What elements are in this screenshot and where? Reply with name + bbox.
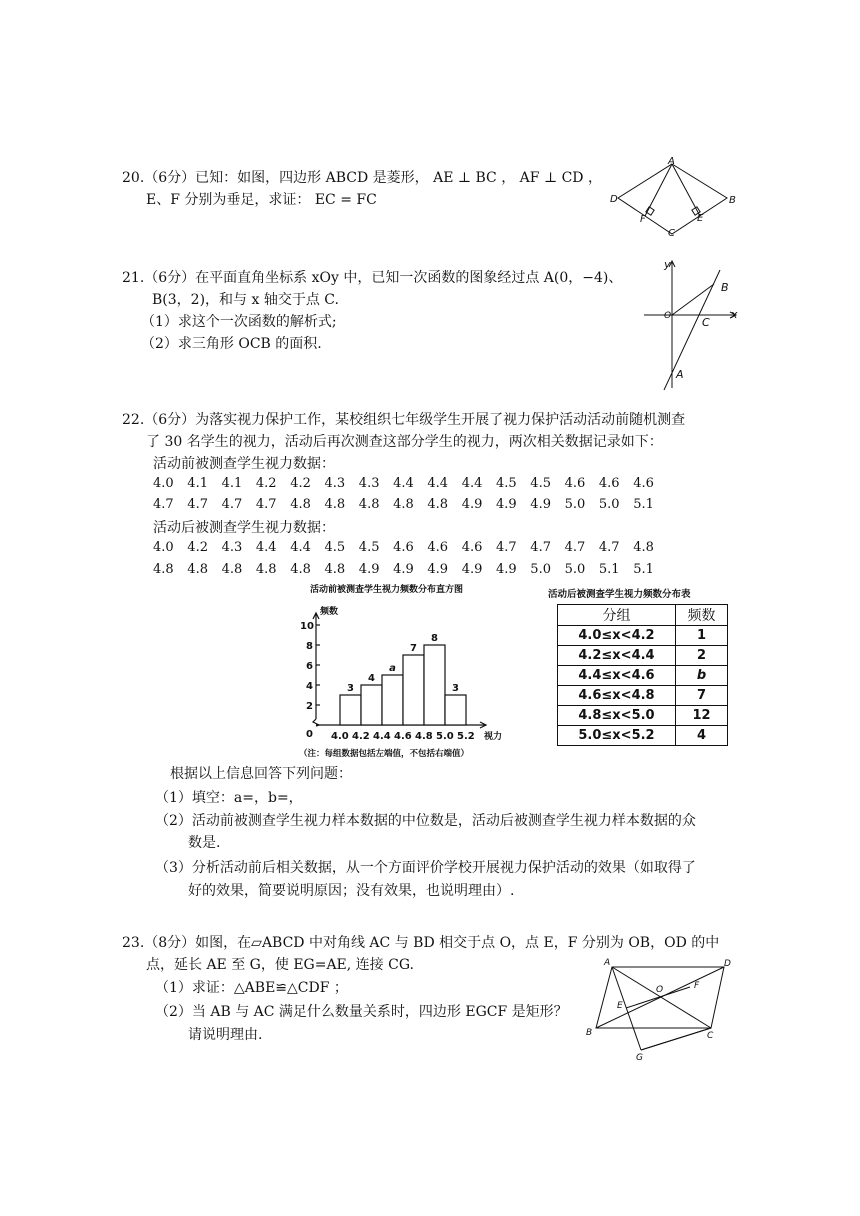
hist-bar: [340, 695, 361, 725]
data-value: 5.0: [564, 497, 586, 512]
data-value: 4.9: [461, 497, 483, 512]
data-value: 4.6: [393, 540, 414, 555]
q21-label-C: C: [702, 316, 710, 329]
data-value: 4.6: [633, 476, 654, 491]
hist-bar: [424, 645, 445, 725]
data-value: 5.1: [598, 562, 620, 577]
freq-group: 5.0≤x<5.2: [558, 726, 676, 746]
y-tick-label: 8: [306, 641, 313, 652]
freq-count: 2: [676, 646, 728, 666]
q22-part3a: （3）分析活动前后相关数据，从一个方面评价学校开展视力保护活动的效果（如取得了: [155, 860, 696, 876]
data-value: 4.3: [324, 476, 346, 491]
q22-part2b: 数是.: [188, 835, 221, 851]
freq-group: 4.4≤x<4.6: [558, 666, 676, 686]
q23-line2: 点，延长 AE 至 G，使 EG=AE, 连接 CG.: [146, 957, 414, 973]
hist-bar-label: 3: [347, 683, 354, 694]
data-value: 4.7: [187, 497, 208, 512]
data-value: 4.6: [598, 476, 620, 491]
data-value: 4.5: [496, 476, 517, 491]
q22-intro: 根据以上信息回答下列问题：: [170, 766, 352, 782]
data-value: 5.0: [530, 562, 551, 577]
data-value: 4.9: [427, 562, 449, 577]
hist-bar: [403, 655, 424, 725]
x-tick-label: 5.2: [457, 731, 475, 742]
table-row: [558, 646, 728, 666]
data-value: 5.0: [564, 562, 586, 577]
freq-table: [557, 604, 728, 746]
freq-group: 4.0≤x<4.2: [558, 626, 676, 646]
q22-part2a: （2）活动前被测查学生视力样本数据的中位数是，活动后被测查学生视力样本数据的众: [155, 813, 696, 829]
data-value: 4.1: [221, 476, 243, 491]
q21-line2: B(3，2)，和与 x 轴交于点 C.: [152, 292, 339, 308]
data-value: 4.8: [290, 497, 311, 512]
data-value: 4.8: [393, 497, 414, 512]
q21-line1: 21.（6分）在平面直角坐标系 xOy 中，已知一次函数的图象经过点 A(0，−4)、: [122, 270, 623, 286]
data-value: 4.8: [633, 540, 654, 555]
data-value: 4.0: [153, 540, 174, 555]
freq-header-group: 分组: [558, 605, 676, 626]
data-value: 4.9: [530, 497, 551, 512]
hist-bar-label: 7: [410, 643, 417, 654]
q23-label-O: O: [656, 985, 664, 995]
x-tick-label: 4.4: [373, 731, 391, 742]
q20-label-F: F: [640, 214, 646, 225]
data-value: 4.8: [324, 562, 346, 577]
q22-line1: 22.（6分）为落实视力保护工作，某校组织七年级学生开展了视力保护活动活动前随机测查: [122, 412, 686, 428]
data-value: 4.8: [290, 562, 311, 577]
q21-part2: （2）求三角形 OCB 的面积.: [141, 336, 322, 352]
table-row: [558, 726, 728, 746]
data-value: 4.5: [358, 540, 380, 555]
data-value: 4.7: [153, 497, 174, 512]
data-value: 4.6: [461, 540, 483, 555]
data-value: 4.6: [427, 540, 449, 555]
q22-after-label: 活动后被测查学生视力数据：: [153, 520, 335, 536]
freq-count: 7: [676, 686, 728, 706]
table-row: [558, 626, 728, 646]
table-row: [558, 666, 728, 686]
q22-histogram: [288, 580, 518, 762]
q21-label-B: B: [721, 281, 729, 294]
freq-table-header: [558, 605, 728, 626]
data-value: 4.7: [221, 497, 243, 512]
table-row: [558, 686, 728, 706]
data-value: 4.7: [564, 540, 586, 555]
data-value: 5.1: [633, 497, 654, 512]
q23-label-C: C: [707, 1031, 714, 1041]
q23-part2a: （2）当 AB 与 AC 满足什么数量关系时，四边形 EGCF 是矩形？: [155, 1004, 568, 1020]
q23-label-G: G: [636, 1053, 643, 1060]
q20-label-C: C: [668, 228, 675, 238]
y-tick-label: 2: [306, 701, 313, 712]
data-value: 4.1: [187, 476, 208, 491]
data-value: 4.8: [427, 497, 449, 512]
data-value: 4.0: [153, 476, 174, 491]
data-value: 4.4: [255, 540, 277, 555]
q21-part1: （1）求这个一次函数的解析式;: [141, 314, 337, 330]
q23-label-A: A: [604, 958, 611, 968]
data-value: 4.2: [290, 476, 311, 491]
data-value: 4.8: [358, 497, 380, 512]
data-value: 4.9: [393, 562, 414, 577]
hist-ylabel: 频数: [320, 607, 339, 617]
table-row: [558, 706, 728, 726]
hist-bar: [445, 695, 466, 725]
q20-label-A: A: [668, 156, 675, 167]
data-value: 4.8: [324, 497, 346, 512]
hist-bar-label: 8: [431, 633, 438, 644]
freq-header-count: 频数: [676, 605, 728, 626]
hist-note: （注：每组数据包括左端值，不包括右端值）: [299, 749, 470, 759]
data-value: 4.7: [598, 540, 620, 555]
q23-label-D: D: [724, 959, 731, 969]
data-value: 5.1: [633, 562, 654, 577]
hist-bar-label: a: [389, 663, 396, 674]
q22-before-label: 活动前被测查学生视力数据：: [153, 456, 335, 472]
hist-xlabel: 视力: [484, 732, 503, 742]
q23-label-F: F: [694, 981, 700, 991]
data-value: 4.2: [255, 476, 277, 491]
freq-count: 12: [676, 706, 728, 726]
hist-bar: [361, 685, 382, 725]
freq-table-title: 活动后被测查学生视力频数分布表: [548, 589, 691, 600]
data-value: 4.6: [564, 476, 586, 491]
data-value: 4.4: [393, 476, 414, 491]
data-value: 4.9: [358, 562, 380, 577]
data-value: 4.9: [461, 562, 483, 577]
x-tick-label: 4.0: [331, 731, 349, 742]
hist-bar: [382, 675, 403, 725]
y-tick-label: 0: [306, 729, 313, 740]
q20-label-E: E: [697, 213, 704, 224]
q21-label-O: O: [664, 311, 672, 321]
x-tick-label: 4.2: [352, 731, 370, 742]
data-value: 4.5: [530, 476, 551, 491]
q22-line2: 了 30 名学生的视力，活动后再次测查这部分学生的视力，两次相关数据记录如下：: [146, 434, 663, 450]
data-value: 4.3: [358, 476, 380, 491]
x-tick-label: 4.6: [394, 731, 412, 742]
freq-count: b: [676, 666, 728, 686]
q20-label-D: D: [610, 194, 618, 205]
q20-line2: E、F 分别为垂足，求证： EC = FC: [146, 192, 377, 208]
data-value: 4.8: [221, 562, 243, 577]
q23-label-B: B: [586, 1028, 593, 1038]
q23-line1: 23.（8分）如图，在▱ABCD 中对角线 AC 与 BD 相交于点 O，点 E，F 分别为 OB，OD 的中: [122, 935, 720, 951]
data-value: 4.7: [496, 540, 517, 555]
y-tick-label: 4: [306, 681, 313, 692]
hist-title: 活动前被测查学生视力频数分布直方图: [310, 585, 464, 595]
hist-bar-label: 3: [452, 683, 459, 694]
data-value: 5.0: [598, 497, 620, 512]
freq-count: 4: [676, 726, 728, 746]
q20-line1: 20.（6分）已知：如图，四边形 ABCD 是菱形， AE ⊥ BC ， AF ⊥ CD ，: [122, 170, 602, 186]
data-value: 4.3: [221, 540, 243, 555]
q20-rhombus-figure: [610, 156, 740, 238]
data-value: 4.4: [427, 476, 449, 491]
data-value: 4.4: [461, 476, 483, 491]
data-value: 4.9: [496, 497, 517, 512]
data-value: 4.4: [290, 540, 311, 555]
freq-count: 1: [676, 626, 728, 646]
q20-label-B: B: [729, 195, 736, 206]
q21-label-x: x: [731, 308, 738, 321]
q22-part1: （1）填空：a=，b=，: [155, 790, 303, 806]
q22-part3b: 好的效果，简要说明原因；没有效果，也说明理由）.: [188, 883, 515, 899]
data-value: 4.8: [153, 562, 174, 577]
q23-part1: （1）求证：△ABE≌△CDF ；: [155, 980, 348, 996]
x-tick-label: 4.8: [415, 731, 433, 742]
data-value: 4.9: [496, 562, 517, 577]
q21-coordinate-figure: [640, 256, 745, 392]
freq-group: 4.2≤x<4.4: [558, 646, 676, 666]
q23-parallelogram-figure: [584, 956, 740, 1060]
hist-bar-label: 4: [368, 673, 375, 684]
data-value: 4.8: [187, 562, 208, 577]
q21-label-A: A: [676, 368, 684, 381]
freq-group: 4.8≤x<5.0: [558, 706, 676, 726]
q23-label-E: E: [617, 1001, 623, 1011]
data-value: 4.2: [187, 540, 208, 555]
q21-label-y: y: [664, 258, 671, 271]
x-tick-label: 5.0: [436, 731, 454, 742]
data-value: 4.5: [324, 540, 346, 555]
data-value: 4.7: [530, 540, 551, 555]
data-value: 4.7: [255, 497, 277, 512]
y-tick-label: 10: [300, 621, 314, 632]
freq-group: 4.6≤x<4.8: [558, 686, 676, 706]
data-value: 4.8: [255, 562, 277, 577]
y-tick-label: 6: [306, 661, 313, 672]
q23-part2b: 请说明理由.: [188, 1027, 263, 1043]
